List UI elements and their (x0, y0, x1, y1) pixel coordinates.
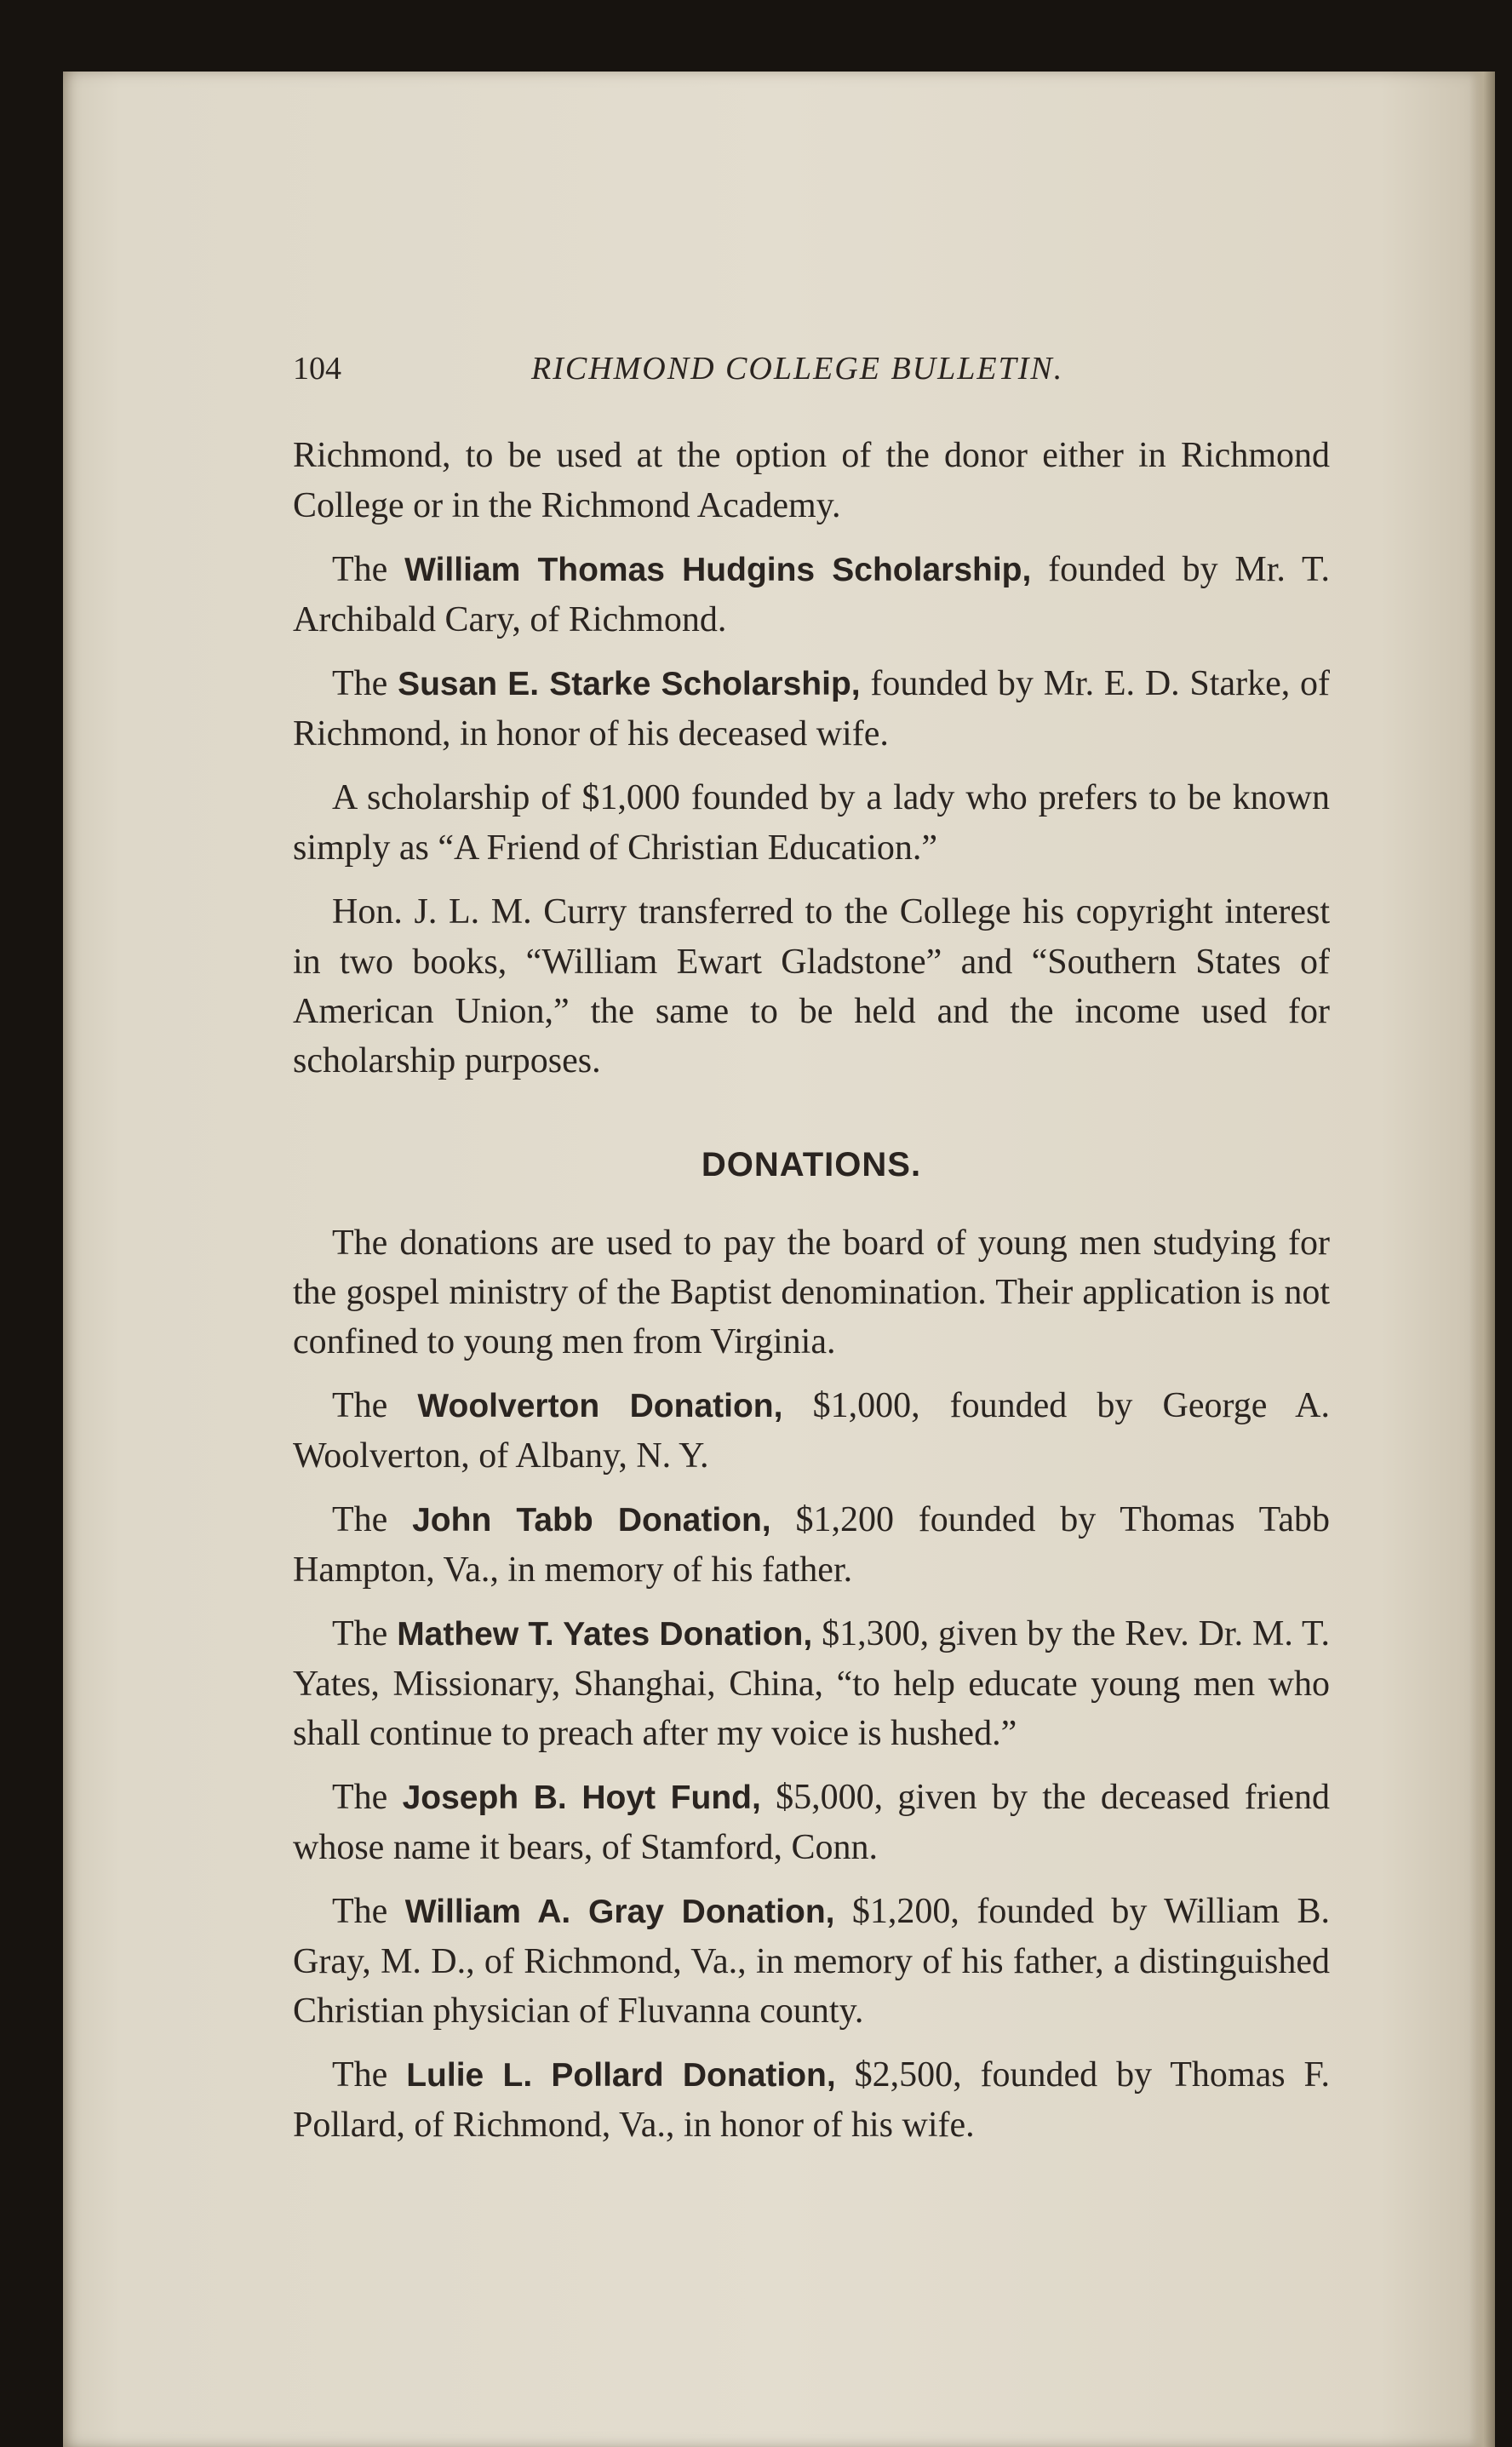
donation-name: Joseph B. Hoyt Fund, (402, 1779, 761, 1816)
donation-name: Lulie L. Pollard Donation, (406, 2057, 836, 2094)
running-header (293, 344, 1330, 393)
scholarship-entry: The William Thomas Hudgins Scholarship, founded by Mr. T. Archibald Cary, of Richmond. (293, 550, 1331, 639)
donation-entry: The Woolverton Donation, $1,000, founded by George A. Woolverton, of Albany, N. Y. (293, 1386, 1331, 1476)
donation-name: John Tabb Donation, (412, 1502, 771, 1539)
donations-intro: The donations are used to pay the board of young men studying for the gospel ministry of the Baptist denomination. Their application is not confined to young men from Virginia. (293, 1224, 1330, 1361)
donation-name: William A. Gray Donation, (404, 1894, 835, 1930)
donation-entry: The William A. Gray Donation, $1,200, founded by William B. Gray, M. D., of Richmond, Va., in memory of his father, a distinguished Christian physician of Fluvanna county. (293, 1892, 1330, 2031)
section-heading-donations: DONATIONS. (701, 1146, 922, 1183)
scholarship-name: Susan E. Starke Scholarship, (398, 666, 861, 702)
donation-entry: The Joseph B. Hoyt Fund, $5,000, given by the deceased friend whose name it bears, of Stamford, Conn. (293, 1778, 1330, 1867)
donation-entry: The Lulie L. Pollard Donation, $2,500, founded by Thomas F. Pollard, of Richmond, Va., in honor of his wife. (293, 2055, 1330, 2145)
page-content (293, 344, 1330, 2164)
donation-entry: The John Tabb Donation, $1,200 founded by Thomas Tabb Hampton, Va., in memory of his father. (293, 1500, 1330, 1590)
donation-entry: The Mathew T. Yates Donation, $1,300, given by the Rev. Dr. M. T. Yates, Missionary, Shanghai, China, “to help educate young men who shall continue to preach after my voice is hushed.” (293, 1614, 1331, 1753)
page-number: 104 (293, 351, 341, 387)
running-title: RICHMOND COLLEGE BULLETIN. (531, 351, 1064, 387)
donation-name: Mathew T. Yates Donation, (397, 1616, 813, 1653)
donation-name: Woolverton Donation, (417, 1388, 783, 1424)
paragraph: A scholarship of $1,000 founded by a lady who prefers to be known simply as “A Friend of Christian Education.” (293, 778, 1330, 868)
scholarship-entry: The Susan E. Starke Scholarship, founded by Mr. E. D. Starke, of Richmond, in honor of his deceased wife. (293, 664, 1330, 754)
paragraph: Hon. J. L. M. Curry transferred to the College his copyright interest in two books, “William Ewart Gladstone” and “Southern States of American Union,” the same to be held and the income used for scholarship purposes. (293, 892, 1330, 1080)
page-gutter-shadow (1469, 72, 1495, 2447)
paragraph: Richmond, to be used at the option of the donor either in Richmond College or in the Richmond Academy. (293, 436, 1330, 525)
scholarship-name: William Thomas Hudgins Scholarship, (404, 552, 1032, 588)
